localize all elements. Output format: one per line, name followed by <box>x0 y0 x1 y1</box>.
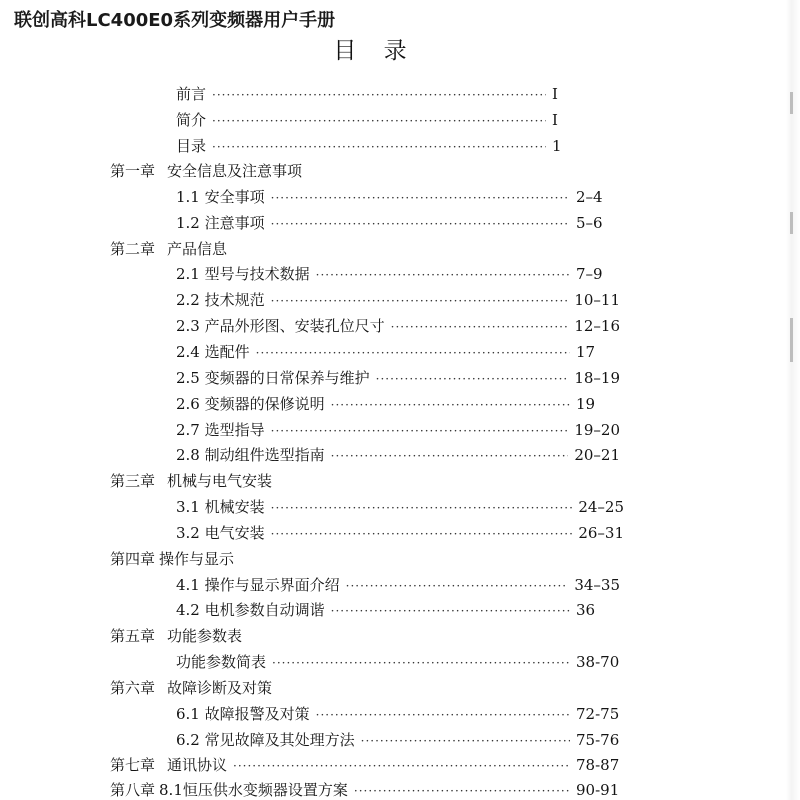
chapter-title: 操作与显示 <box>159 550 235 568</box>
toc-entry-2-2[interactable] <box>176 289 620 311</box>
toc-page-number: 20–21 <box>574 446 620 464</box>
toc-page-number: 78-87 <box>576 756 620 774</box>
dot-leader <box>271 523 573 545</box>
dot-leader <box>331 600 570 622</box>
toc-page-number: 34–35 <box>574 576 620 594</box>
dot-leader <box>271 187 570 209</box>
edge-mark <box>790 92 793 114</box>
chapter-title: 功能参数表 <box>167 627 243 645</box>
dot-leader <box>376 368 569 390</box>
toc-entry-2-5[interactable] <box>176 367 620 389</box>
chapter-number: 第七章 <box>110 756 156 774</box>
toc-page-number: I <box>552 85 558 103</box>
chapter-number: 第四章 <box>110 550 156 568</box>
toc-entry-6-2[interactable] <box>176 729 620 751</box>
toc-entry-2-6[interactable] <box>176 393 620 415</box>
toc-entry-3-2[interactable] <box>176 522 624 544</box>
dot-leader <box>212 84 546 106</box>
toc-page-number: 36 <box>576 601 596 619</box>
toc-entry-contents[interactable] <box>176 135 596 157</box>
toc-heading: 目 录 <box>333 38 417 64</box>
toc-page-number: 10–11 <box>574 291 620 309</box>
toc-entry-label: 4.1 操作与显示界面介绍 <box>176 576 340 594</box>
toc-page-number: I <box>552 111 558 129</box>
toc-entry-label: 2.5 变频器的日常保养与维护 <box>176 369 370 387</box>
toc-entry-2-3[interactable] <box>176 315 620 337</box>
dot-leader <box>271 213 570 235</box>
dot-leader <box>212 136 546 158</box>
page-edge-shadow <box>786 0 800 800</box>
chapter-title: 故障诊断及对策 <box>167 679 273 697</box>
toc-entry-label: 4.2 电机参数自动调谐 <box>176 601 325 619</box>
toc-entry-label: 3.2 电气安装 <box>176 524 265 542</box>
document-header-title: 联创高科LC400E0系列变频器用户手册 <box>14 10 336 31</box>
dot-leader <box>272 652 570 674</box>
toc-entry-label: 6.2 常见故障及其处理方法 <box>176 731 355 749</box>
toc-chapter-1[interactable] <box>110 160 302 182</box>
toc-entry-label: 1.2 注意事项 <box>176 214 265 232</box>
chapter-title: 安全信息及注意事项 <box>167 162 303 180</box>
dot-leader <box>354 780 570 800</box>
toc-entry-label: 2.4 选配件 <box>176 343 250 361</box>
toc-chapter-7[interactable] <box>110 754 620 776</box>
toc-entry-2-7[interactable] <box>176 419 620 441</box>
chapter-number: 第五章 <box>110 627 156 645</box>
toc-entry-label: 功能参数简表 <box>176 653 267 671</box>
toc-page-number: 2–4 <box>576 188 603 206</box>
toc-page-number: 24–25 <box>578 498 624 516</box>
toc-entry-label: 2.2 技术规范 <box>176 291 265 309</box>
dot-leader <box>391 316 569 338</box>
toc-page-number: 90-91 <box>576 781 620 799</box>
dot-leader <box>212 110 546 132</box>
toc-entry-2-1[interactable] <box>176 263 620 285</box>
toc-entry-label: 2.8 制动组件选型指南 <box>176 446 325 464</box>
toc-page-number: 1 <box>552 137 562 155</box>
toc-entry-label: 简介 <box>176 111 207 129</box>
toc-entry-intro[interactable] <box>176 109 596 131</box>
chapter-number: 第六章 <box>110 679 156 697</box>
dot-leader <box>346 575 569 597</box>
toc-entry-label: 2.3 产品外形图、安装孔位尺寸 <box>176 317 385 335</box>
toc-entry-label: 2.6 变频器的保修说明 <box>176 395 325 413</box>
toc-entry-label: 2.1 型号与技术数据 <box>176 265 310 283</box>
dot-leader <box>331 445 569 467</box>
toc-entry-2-4[interactable] <box>176 341 620 363</box>
chapter-number: 第一章 <box>110 162 156 180</box>
toc-page-number: 7–9 <box>576 265 603 283</box>
toc-entry-label: 前言 <box>176 85 207 103</box>
dot-leader <box>233 755 570 777</box>
toc-chapter-5[interactable] <box>110 625 242 647</box>
toc-entry-label: 目录 <box>176 137 207 155</box>
chapter-number: 第二章 <box>110 240 156 258</box>
toc-page-number: 5–6 <box>576 214 603 232</box>
toc-chapter-2[interactable] <box>110 238 227 260</box>
toc-chapter-8[interactable] <box>110 779 620 800</box>
dot-leader <box>256 342 570 364</box>
dot-leader <box>271 497 573 519</box>
chapter-title: 产品信息 <box>167 240 228 258</box>
toc-page-number: 17 <box>576 343 596 361</box>
toc-entry-6-1[interactable] <box>176 703 620 725</box>
toc-page-number: 72-75 <box>576 705 620 723</box>
toc-page-number: 26–31 <box>578 524 624 542</box>
chapter-title: 机械与电气安装 <box>167 472 273 490</box>
edge-mark <box>790 318 793 362</box>
toc-entry-4-1[interactable] <box>176 574 620 596</box>
toc-chapter-6[interactable] <box>110 677 272 699</box>
toc-chapter-4[interactable] <box>110 548 234 570</box>
chapter-number: 第八章 <box>110 781 156 799</box>
dot-leader <box>271 420 569 442</box>
toc-page-number: 19 <box>576 395 596 413</box>
toc-entry-1-1[interactable] <box>176 186 620 208</box>
toc-entry-preface[interactable] <box>176 83 596 105</box>
chapter-number: 第三章 <box>110 472 156 490</box>
toc-entry-label: 3.1 机械安装 <box>176 498 265 516</box>
toc-entry-2-8[interactable] <box>176 444 620 466</box>
toc-page-number: 38-70 <box>576 653 620 671</box>
chapter-title: 8.1恒压供水变频器设置方案 <box>159 781 348 799</box>
toc-page-number: 75-76 <box>576 731 620 749</box>
toc-entry-4-2[interactable] <box>176 599 620 621</box>
toc-entry-5-1[interactable] <box>176 651 620 673</box>
chapter-title: 通讯协议 <box>167 756 228 774</box>
toc-entry-label: 6.1 故障报警及对策 <box>176 705 310 723</box>
toc-chapter-3[interactable] <box>110 470 272 492</box>
dot-leader <box>361 730 570 752</box>
dot-leader <box>316 704 570 726</box>
toc-entry-3-1[interactable] <box>176 496 624 518</box>
toc-page-number: 18–19 <box>574 369 620 387</box>
toc-page-number: 19–20 <box>574 421 620 439</box>
toc-entry-1-2[interactable] <box>176 212 620 234</box>
dot-leader <box>316 264 570 286</box>
dot-leader <box>271 290 569 312</box>
dot-leader <box>331 394 570 416</box>
toc-page-number: 12–16 <box>574 317 620 335</box>
edge-mark <box>790 212 793 234</box>
toc-entry-label: 1.1 安全事项 <box>176 188 265 206</box>
toc-entry-label: 2.7 选型指导 <box>176 421 265 439</box>
